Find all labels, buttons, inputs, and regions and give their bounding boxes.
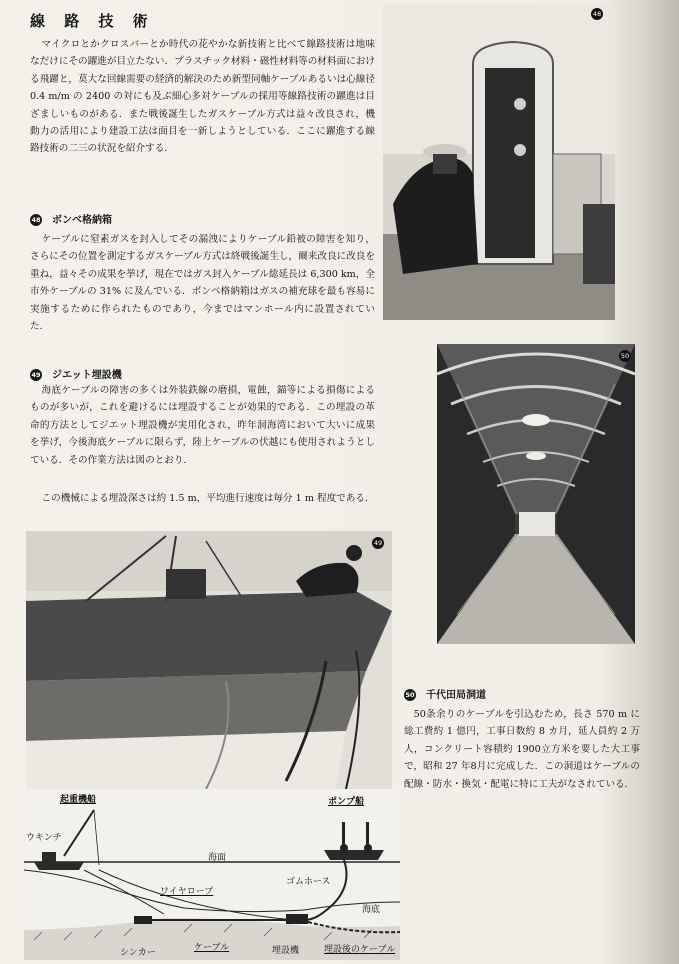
section-number-badge: 49 xyxy=(31,371,41,379)
intro-paragraph: マイクロとかクロスバーとか時代の花やかな新技術と比べて線路技術は地味なだけにその躍進が目立たない．プラスチック材料・磁性材料等の材料面における飛躍と，莫大な回線需要の経済的解決のため新型同軸ケーブルあるいは心線径 0.4 m/m の 2400 の対にも及ぶ細心多対ケーブルの採用等線路技術の躍進は目ざましいものがある．また戦後誕生したガスケーブル方式は益々改良され，機動力の活用により建設工法は面目を一新しようとしている．ここに躍進する線路技術の二三の状況を紹介する． xyxy=(30,39,375,155)
label-buried-cable: 埋設後のケーブル xyxy=(324,945,396,955)
label-wire-rope: ワイヤロープ xyxy=(160,887,214,897)
label-sinker: シンカー xyxy=(120,948,156,958)
photo-bombe-storage-box xyxy=(383,4,615,320)
section-number-badge: 48 xyxy=(31,216,41,224)
caption-body-tunnel: 50条余りのケーブルを引込むため，長さ 570 m に総工費約 1 億円，工事日数約 8 カ月，延人員約 2 万人，コンクリート容積約 1900立方米を要した大工事で，昭和 27 年8月に完成した．この洞道はケーブルの配線・防水・換気・配電に特に工夫がなされている． xyxy=(404,709,640,790)
section-heading-text: ボンベ格納箱 xyxy=(52,215,112,226)
photo-number-badge: 49 xyxy=(373,539,383,547)
label-seabed: 海底 xyxy=(362,905,381,915)
section-body-jet: 海底ケーブルの障害の多くは外装鉄線の磨損，電蝕，錨等による損傷によるものが多いが，これを避けるには埋設することが効果的である．この埋設の革命的方法としてジエット埋設機が実用化され，昨年洞海湾において大いに成果を挙げ，今後海底ケーブルに限らず，陸上ケーブルの伏越にも使用されようとしている．その作業方法は図のとおり． xyxy=(30,385,375,466)
photo-number-badge: 48 xyxy=(592,10,602,18)
label-pump-ship: ポンプ船 xyxy=(328,797,365,807)
photo-chiyoda-tunnel xyxy=(437,344,635,644)
section-heading-jet xyxy=(30,366,122,381)
caption-number-badge: 50 xyxy=(405,691,415,699)
section-body-jet-depth: この機械による埋設深さは約 1.5 m，平均進行速度は毎分 1 m 程度である． xyxy=(41,493,375,504)
label-winch: ウキンチ xyxy=(26,833,62,843)
caption-heading-text: 千代田局洞道 xyxy=(426,690,486,701)
page-title: 線 路 技 術 xyxy=(30,12,155,30)
section-heading-text: ジエット埋設機 xyxy=(52,370,122,381)
photo-number-badge: 50 xyxy=(620,352,630,360)
label-burial-machine: 埋設機 xyxy=(272,946,300,956)
label-rubber-hose: ゴムホース xyxy=(286,877,331,887)
label-cable: ケーブル xyxy=(194,943,230,953)
photo-jet-burial-machine xyxy=(26,531,392,789)
label-crane-ship: 起重機船 xyxy=(60,795,97,805)
caption-heading-tunnel xyxy=(404,686,486,701)
section-heading-bombe xyxy=(30,211,112,226)
section-body-bombe: ケーブルに窒素ガスを封入してその漏洩によりケーブル鉛被の障害を知り，さらにその位置を測定するガスケーブル方式は終戦後誕生し，爾来改良に改良を重ね，益々その成果を挙げ，現在ではガス封入ケーブル総延長は 6,300 km，全市外ケーブルの 31% に及んでいる．ボンベ格納箱はガスの補充球を最も容易に実施するために作られたものであり，今まではマンホール内に設置されていた． xyxy=(30,234,375,333)
label-sea-surface: 海面 xyxy=(208,853,227,863)
jet-burial-diagram xyxy=(24,790,400,960)
